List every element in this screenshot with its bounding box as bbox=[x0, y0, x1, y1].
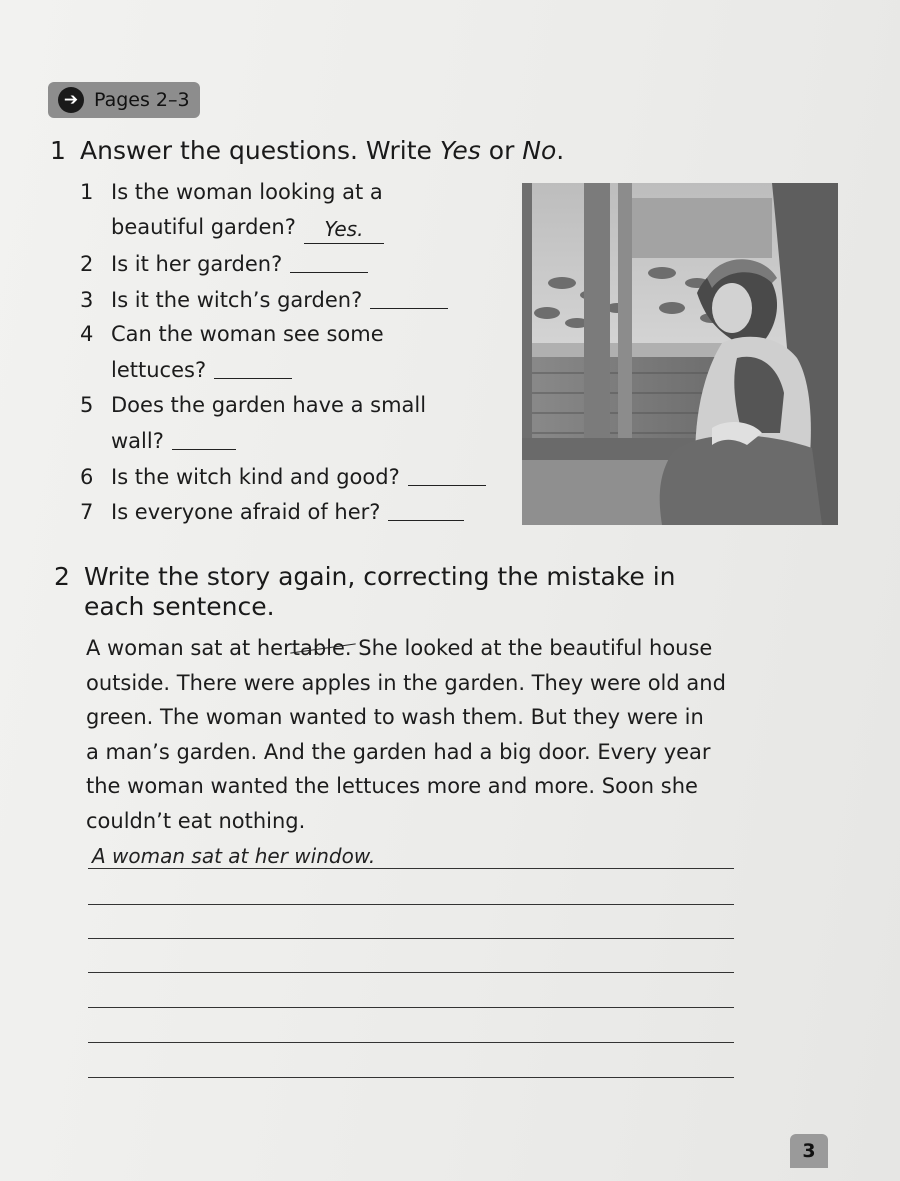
exercise-2-title-line-2: each sentence. bbox=[84, 592, 275, 621]
exercise-1-number: 1 bbox=[50, 136, 66, 165]
exercise-2-title bbox=[54, 562, 676, 622]
question-4 bbox=[80, 317, 384, 388]
answer-field-2[interactable] bbox=[290, 248, 368, 273]
exercise-1-title-period: . bbox=[556, 136, 565, 165]
exercise-2-title-line-1: Write the story again, correcting the mistake in bbox=[84, 562, 676, 591]
arrow-right-icon: ➔ bbox=[58, 87, 84, 113]
exercise-1-title-or: or bbox=[480, 136, 523, 165]
answer-field-1[interactable]: Yes. bbox=[304, 219, 384, 244]
question-text: Is the witch kind and good? bbox=[111, 465, 400, 489]
exercise-1-title-text: Answer the questions. Write bbox=[80, 136, 440, 165]
exercise-1-title bbox=[50, 136, 564, 165]
question-text: Is it the witch’s garden? bbox=[111, 288, 363, 312]
exercise-1-title-yes: Yes bbox=[439, 136, 481, 165]
writing-line-1[interactable] bbox=[88, 844, 734, 869]
writing-line-7[interactable] bbox=[88, 1053, 734, 1078]
page-number: 3 bbox=[790, 1134, 828, 1168]
answer-field-5[interactable] bbox=[172, 425, 236, 450]
question-7 bbox=[80, 494, 464, 530]
answer-field-4[interactable] bbox=[214, 354, 292, 379]
question-number: 5 bbox=[80, 393, 94, 417]
answer-field-6[interactable] bbox=[408, 461, 486, 486]
answer-field-3[interactable] bbox=[370, 284, 448, 309]
question-number: 2 bbox=[80, 252, 94, 276]
question-text: Is it her garden? bbox=[111, 252, 283, 276]
question-number: 6 bbox=[80, 465, 94, 489]
crossed-out-word: table. bbox=[291, 636, 352, 660]
exercise-1-title-no: No bbox=[522, 136, 557, 165]
question-text: beautiful garden? bbox=[111, 215, 296, 239]
story-line: the woman wanted the lettuces more and more. Soon she bbox=[86, 774, 698, 798]
writing-line-3[interactable] bbox=[88, 914, 734, 939]
question-text: wall? bbox=[111, 429, 164, 453]
question-text: Is everyone afraid of her? bbox=[111, 500, 381, 524]
question-1 bbox=[80, 175, 384, 245]
writing-line-6[interactable] bbox=[88, 1018, 734, 1043]
question-6 bbox=[80, 459, 486, 495]
question-number: 4 bbox=[80, 322, 94, 346]
question-text: Does the garden have a small bbox=[111, 393, 427, 417]
pages-reference-tag bbox=[48, 82, 200, 118]
writing-line-4[interactable] bbox=[88, 948, 734, 973]
exercise-2-number: 2 bbox=[54, 562, 70, 591]
question-5 bbox=[80, 388, 426, 459]
question-3 bbox=[80, 282, 448, 318]
writing-line-2[interactable] bbox=[88, 880, 734, 905]
story-paragraph bbox=[86, 631, 746, 838]
question-text: Can the woman see some bbox=[111, 322, 384, 346]
question-text: lettuces? bbox=[111, 358, 207, 382]
written-answer: A woman sat at her window. bbox=[92, 844, 376, 868]
writing-line-5[interactable] bbox=[88, 983, 734, 1008]
question-number: 3 bbox=[80, 288, 94, 312]
question-number: 7 bbox=[80, 500, 94, 524]
story-text: A woman sat at her bbox=[86, 636, 292, 660]
answer-field-7[interactable] bbox=[388, 496, 464, 521]
story-line: couldn’t eat nothing. bbox=[86, 808, 306, 833]
woman-at-window-illustration bbox=[522, 183, 838, 525]
story-line: green. The woman wanted to wash them. But they were in bbox=[86, 705, 704, 729]
pages-label: Pages 2–3 bbox=[94, 89, 190, 111]
question-number: 1 bbox=[80, 180, 94, 204]
question-2 bbox=[80, 246, 368, 282]
story-text: She looked at the beautiful house bbox=[351, 636, 713, 660]
question-text: Is the woman looking at a bbox=[111, 180, 383, 204]
story-line: outside. There were apples in the garden. They were old and bbox=[86, 670, 726, 695]
story-line: a man’s garden. And the garden had a big door. Every year bbox=[86, 739, 711, 764]
